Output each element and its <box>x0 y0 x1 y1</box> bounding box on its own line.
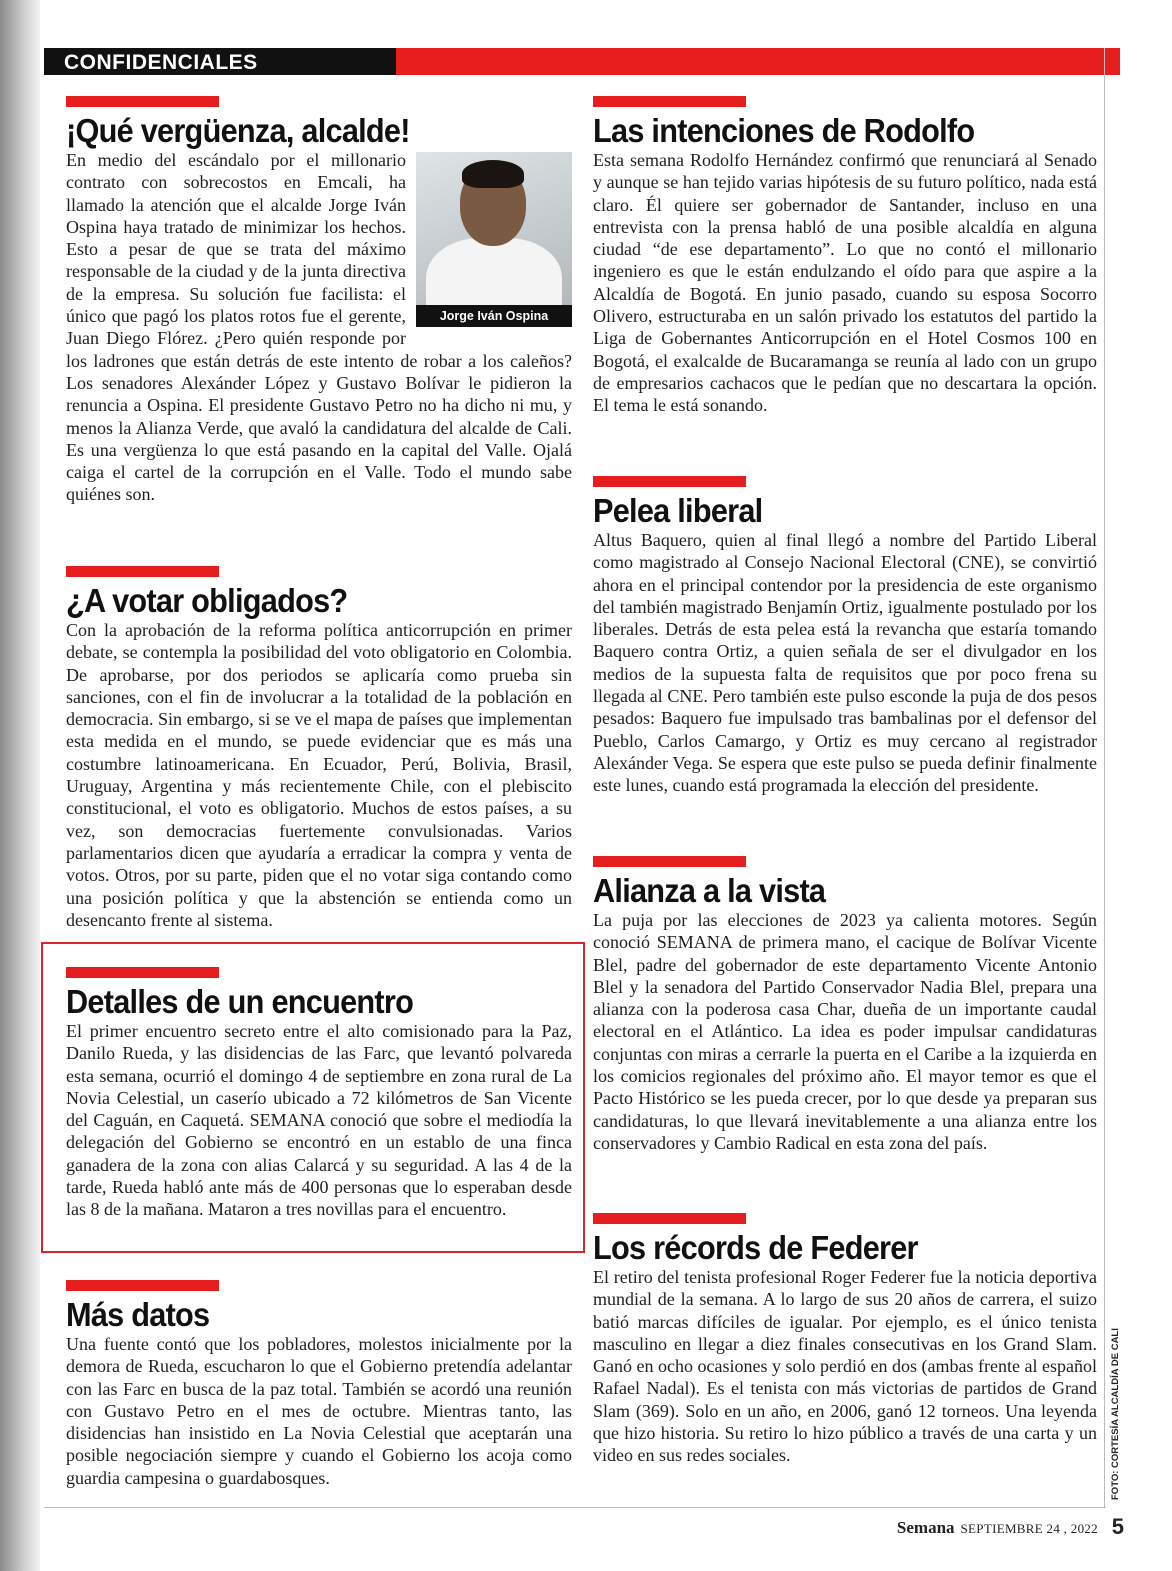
bottom-page-rule <box>44 1507 1106 1508</box>
right-page-rule <box>1104 48 1105 1508</box>
article-body: En medio del escándalo por el millonario contrato con sobrecostos en Emcali, ha llamado la atención que el alcalde Jorge Iván Ospina haya tratado de minimizar los hechos. Esto a pesar de que se trata del máximo responsable de la ciudad y de la junta directiva de la empresa. Su solución fue facilista: el único que pagó los platos rotos fue el gerente, Juan Diego Flórez. ¿Pero quién responde por los ladrones que están detrás de este intento de robar a los caleños? Los senadores Alexánder López y Gustavo Bolívar le pidieron la renuncia a Ospina. El presidente Gustavo Petro no ha dicho ni mu, y menos la Alianza Verde, que avaló la candidatura del alcalde de Cali. Es una vergüenza lo que está pasando en la capital del Valle. Ojalá caiga el cartel de la corrupción en el Valle. Todo el mundo sabe quiénes son. <box>66 150 572 505</box>
article-accent-bar <box>66 1280 219 1291</box>
article-accent-bar <box>593 476 746 487</box>
article-a-votar-obligados <box>66 566 572 931</box>
photo-caption: Jorge Iván Ospina <box>416 305 572 327</box>
article-accent-bar <box>66 967 219 978</box>
article-body: La puja por las elecciones de 2023 ya calienta motores. Según conoció SEMANA de primera mano, el cacique de Bolívar Vicente Blel, padre del gobernador de este departamento Vicente Antonio Blel y la senadora del Partido Conservador Nadia Blel, prepara una alianza con la poderosa casa Char, dueña de un importante caudal electoral en el Atlántico. La idea es poder impulsar candidaturas conjuntas con miras a cerrarle la puerta en el Caribe a la izquierda en los comicios regionales del próximo año. El mayor temor es que el Pacto Histórico se les pueda crecer, por lo que desde ya preparan sus candidaturas, lo que llevará inevitablemente a una alianza entre los conservadores y Cambio Radical en esta zona del país. <box>593 910 1097 1153</box>
article-body: Una fuente contó que los pobladores, molestos inicialmente por la demora de Rueda, escucharon lo que el Gobierno pretendía adelantar con las Farc en busca de la paz total. También se acordó una reunión con Gustavo Petro en el mes de octubre. Mientras tanto, las disidencias han insistido en La Novia Celestial que aceptarán una posible negociación siempre y cuando el Gobierno los acoja como guardia campesina o guardabosques. <box>66 1334 572 1488</box>
article-body: Con la aprobación de la reforma política anticorrupción en primer debate, se contempla la posibilidad del voto obligatorio en Colombia. De aprobarse, por dos periodos se aplicaría como prueba sin sanciones, con el fin de involucrar a la totalidad de la población en democracia. Sin embargo, si se ve el mapa de países que implementan esta medida en el mundo, se puede evidenciar que es más una costumbre latinoamericana. En Ecuador, Perú, Bolivia, Brasil, Uruguay, Argentina y más recientemente Chile, con el plebiscito constitucional, el voto es obligatorio. Muchos de estos países, a su vez, son democracias fuertemente convulsionadas. Varios parlamentarios dicen que ayudaría a erradicar la compra y venta de votos. Otros, por su parte, piden que el no votar siga contando como una posición política y que la abstención se entienda como un desencanto frente al sistema. <box>66 620 572 930</box>
article-accent-bar <box>66 96 219 107</box>
article-body: El retiro del tenista profesional Roger Federer fue la noticia deportiva mundial de la semana. A lo largo de sus 20 años de carrera, el suizo batió marcas difíciles de igualar. Por ejemplo, es el único tenista masculino en llegar a diez finales consecutivas en los Grand Slam. Ganó en ocho ocasiones y solo perdió en dos (ambas frente al español Rafael Nadal). Es el tenista con más victorias de partidos de Grand Slam (369). Solo en un año, en 2006, ganó 12 torneos. Una leyenda que hizo historia. Su retiro lo hizo público a través de una carta y un video en sus redes sociales. <box>593 1267 1097 1466</box>
article-accent-bar <box>66 566 219 577</box>
article-pelea-liberal <box>593 476 1097 797</box>
article-title: ¿A votar obligados? <box>66 582 348 619</box>
article-accent-bar <box>593 1213 746 1224</box>
article-accent-bar <box>593 856 746 867</box>
article-detalles-de-un-encuentro <box>66 967 572 1221</box>
page-footer <box>896 1514 1124 1539</box>
issue-date: SEPTIEMBRE 24 , 2022 <box>960 1521 1098 1536</box>
photo-credit: FOTO: CORTESÍA ALCALDÍA DE CALI <box>1110 1328 1121 1500</box>
magazine-name: Semana <box>896 1518 955 1537</box>
article-title: ¡Qué vergüenza, alcalde! <box>66 112 410 149</box>
article-body: El primer encuentro secreto entre el alto comisionado para la Paz, Danilo Rueda, y las disidencias de las Farc, que levantó polvareda esta semana, ocurrió el domingo 4 de septiembre en zona rural de La Novia Celestial, un caserío ubicado a 72 kilómetros de San Vicente del Caguán, en Caquetá. SEMANA conoció que sobre el mediodía la delegación del Gobierno se encontró en un establo de una finca ganadera de la zona con alias Calarcá y su seguridad. A las 4 de la tarde, Rueda habló ante más de 400 personas que lo esperaban desde las 8 de la mañana. Mataron a tres novillas para el encuentro. <box>66 1021 572 1220</box>
article-accent-bar <box>593 96 746 107</box>
article-body: Esta semana Rodolfo Hernández confirmó que renunciará al Senado y aunque se han tejido varias hipótesis de su futuro político, nada está claro. Él quiere ser gobernador de Santander, incluso en una entrevista con la prensa habló de una posible alcaldía en alguna ciudad “de ese departamento”. Lo que no contó el millonario ingeniero es que le están endulzando el oído para que aspire a la Alcaldía de Bogotá. En junio pasado, cuando su esposa Socorro Olivero, estructuraba en un salón privado los estatutos del partido la Liga de Gobernantes Anticorrupción en el Hotel Cosmos 100 en Bogotá, el exalcalde de Bucaramanga se reunía al lado con un grupo de empresarios cachacos que le pedían que no descartara la opción. El tema le está sonando. <box>593 150 1097 416</box>
photo-jorge-ivan-ospina <box>416 152 572 327</box>
photo-hair <box>462 160 524 188</box>
article-title: Pelea liberal <box>593 492 763 529</box>
article-title: Alianza a la vista <box>593 872 826 909</box>
article-mas-datos <box>66 1280 572 1489</box>
article-body: Altus Baquero, quien al final llegó a nombre del Partido Liberal como magistrado al Consejo Nacional Electoral (CNE), se convirtió ahora en el principal contendor por la presidencia de este organismo del también magistrado Benjamín Ortiz, igualmente postulado por los liberales. Detrás de esta pelea está la revancha que estaría tomando Baquero contra Ortiz, a quien señala de ser el divulgador en los medios de la supuesta falta de requisitos que por poco frena su llegada al CNE. Pero también este pulso esconde la puja de dos pesos pesados: Baquero fue impulsado tras bambalinas por el defensor del Pueblo, Carlos Camargo, y Ortiz es muy cercano al registrador Alexánder Vega. Se espera que este pulso se pueda definir finalmente este lunes, cuando está programada la elección del presidente. <box>593 530 1097 796</box>
article-title: Más datos <box>66 1296 210 1333</box>
article-que-verguenza <box>66 96 572 506</box>
page-number: 5 <box>1111 1514 1124 1539</box>
article-alianza-a-la-vista <box>593 856 1097 1154</box>
article-title: Las intenciones de Rodolfo <box>593 112 975 149</box>
section-title: CONFIDENCIALES <box>64 51 258 74</box>
article-title: Los récords de Federer <box>593 1229 918 1266</box>
article-records-de-federer <box>593 1213 1097 1467</box>
page-spine-shadow <box>0 0 40 1571</box>
article-intenciones-de-rodolfo <box>593 96 1097 417</box>
article-title: Detalles de un encuentro <box>66 983 414 1020</box>
